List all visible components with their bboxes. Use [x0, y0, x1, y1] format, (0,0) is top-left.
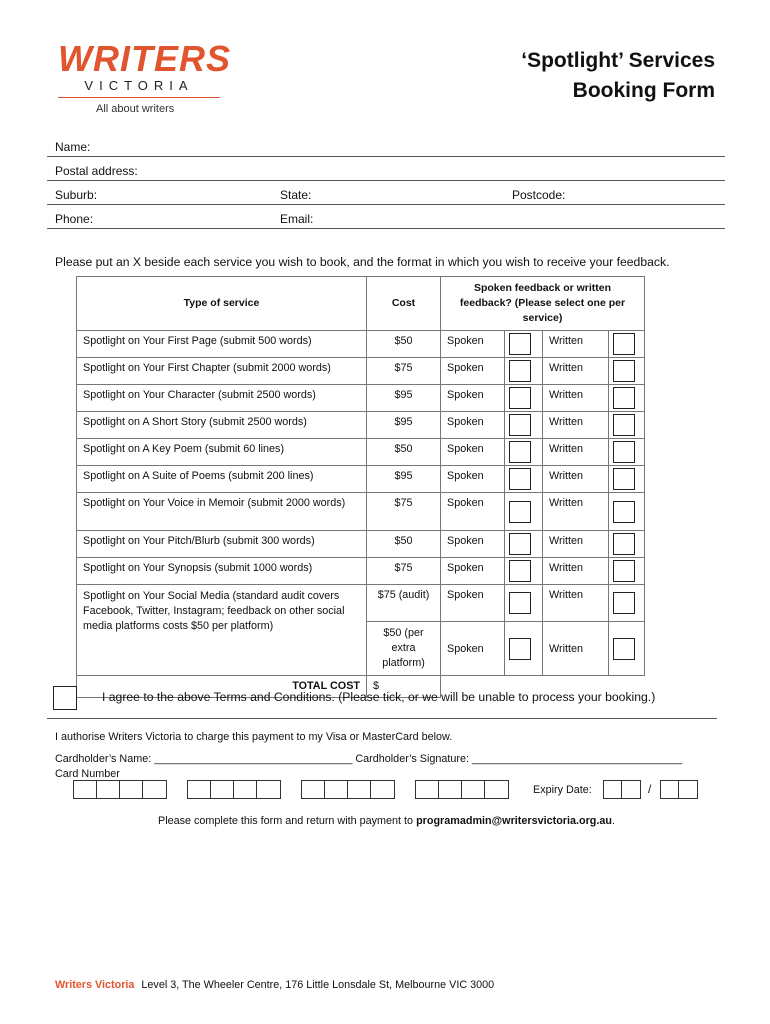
- written-checkbox[interactable]: [613, 414, 635, 436]
- service-name: Spotlight on Your First Page (submit 500 words): [77, 331, 367, 358]
- header-format: Spoken feedback or written feedback? (Please select one per service): [441, 277, 645, 331]
- spoken-checkbox[interactable]: [509, 333, 531, 355]
- service-name: Spotlight on Your Pitch/Blurb (submit 300 words): [77, 531, 367, 558]
- spoken-label: Spoken: [441, 466, 505, 493]
- service-name: Spotlight on Your Character (submit 2500 words): [77, 385, 367, 412]
- written-checkbox[interactable]: [613, 360, 635, 382]
- spoken-label: Spoken: [441, 493, 505, 531]
- written-checkbox[interactable]: [613, 560, 635, 582]
- written-checkbox[interactable]: [613, 533, 635, 555]
- spoken-checkbox[interactable]: [509, 441, 531, 463]
- name-field-row[interactable]: [47, 133, 725, 157]
- spoken-checkbox[interactable]: [509, 360, 531, 382]
- card-number-group-2[interactable]: [187, 780, 281, 799]
- divider: [47, 718, 717, 719]
- footer-org: Writers Victoria: [55, 979, 135, 991]
- spoken-label: Spoken: [441, 385, 505, 412]
- service-name: Spotlight on Your Social Media (standard audit covers Facebook, Twitter, Instagram; feedback on other social media platforms costs $50 per platform): [77, 585, 367, 676]
- written-label: Written: [543, 412, 609, 439]
- written-label: Written: [543, 493, 609, 531]
- suburb-label: Suburb:: [55, 188, 98, 202]
- table-row: [77, 385, 645, 412]
- spoken-checkbox[interactable]: [509, 468, 531, 490]
- spoken-checkbox[interactable]: [509, 560, 531, 582]
- authorise-text: I authorise Writers Victoria to charge this payment to my Visa or MasterCard below.: [55, 731, 453, 743]
- written-checkbox[interactable]: [613, 468, 635, 490]
- card-number-group-3[interactable]: [301, 780, 395, 799]
- card-number-group-1[interactable]: [73, 780, 167, 799]
- logo-divider: [58, 97, 220, 98]
- written-checkbox[interactable]: [613, 638, 635, 660]
- logo-wordmark: WRITERS: [58, 38, 231, 79]
- spoken-label: Spoken: [441, 358, 505, 385]
- service-cost-extra: $50 (per extra platform): [367, 622, 441, 676]
- written-label: Written: [543, 466, 609, 493]
- written-checkbox[interactable]: [613, 387, 635, 409]
- service-cost: $75: [367, 558, 441, 585]
- spoken-label: Spoken: [441, 585, 505, 622]
- agree-checkbox[interactable]: [53, 686, 77, 710]
- service-cost: $50: [367, 439, 441, 466]
- complete-instruction: [158, 815, 615, 827]
- table-row: [77, 558, 645, 585]
- service-name: Spotlight on Your Voice in Memoir (submit 2000 words): [77, 493, 367, 531]
- service-name: Spotlight on A Suite of Poems (submit 200 lines): [77, 466, 367, 493]
- written-checkbox[interactable]: [613, 592, 635, 614]
- table-row: [77, 493, 645, 531]
- service-name: Spotlight on Your Synopsis (submit 1000 words): [77, 558, 367, 585]
- form-title: [521, 46, 715, 106]
- service-cost: $95: [367, 385, 441, 412]
- postal-label: Postal address:: [55, 164, 138, 178]
- table-row: [77, 358, 645, 385]
- services-table: [76, 276, 645, 698]
- written-checkbox[interactable]: [613, 441, 635, 463]
- instruction-text: Please put an X beside each service you wish to book, and the format in which you wish to receive your feedback.: [55, 255, 670, 269]
- service-name: Spotlight on A Short Story (submit 2500 words): [77, 412, 367, 439]
- complete-end: .: [611, 815, 615, 827]
- name-label: Name:: [55, 140, 91, 154]
- footer: [55, 979, 494, 991]
- expiry-year[interactable]: [660, 780, 698, 799]
- service-name: Spotlight on Your First Chapter (submit 2000 words): [77, 358, 367, 385]
- written-checkbox[interactable]: [613, 501, 635, 523]
- total-label: TOTAL COST: [77, 676, 367, 698]
- expiry-slash: /: [648, 782, 652, 796]
- return-email: programadmin@writersvictoria.org.au: [416, 815, 612, 827]
- state-label: State:: [280, 188, 312, 202]
- agree-text: I agree to the above Terms and Conditions. (Please tick, or we will be unable to process your booking.): [102, 690, 656, 704]
- card-number-label: Card Number: [55, 768, 120, 780]
- spoken-label: Spoken: [441, 622, 505, 676]
- complete-text: Please complete this form and return with payment to: [158, 815, 417, 827]
- expiry-month[interactable]: [603, 780, 641, 799]
- service-cost: $95: [367, 466, 441, 493]
- spoken-label: Spoken: [441, 558, 505, 585]
- spoken-checkbox[interactable]: [509, 533, 531, 555]
- written-label: Written: [543, 439, 609, 466]
- spoken-checkbox[interactable]: [509, 501, 531, 523]
- written-label: Written: [543, 622, 609, 676]
- expiry-label: Expiry Date:: [533, 784, 592, 796]
- spoken-checkbox[interactable]: [509, 638, 531, 660]
- written-label: Written: [543, 585, 609, 622]
- total-value[interactable]: $: [367, 676, 441, 698]
- footer-address: Level 3, The Wheeler Centre, 176 Little Lonsdale St, Melbourne VIC 3000: [141, 979, 495, 991]
- service-cost: $75: [367, 358, 441, 385]
- spoken-label: Spoken: [441, 439, 505, 466]
- service-cost-audit: $75 (audit): [367, 585, 441, 622]
- written-label: Written: [543, 331, 609, 358]
- written-label: Written: [543, 385, 609, 412]
- service-cost: $50: [367, 531, 441, 558]
- phone-email-row[interactable]: [47, 205, 725, 229]
- writers-victoria-logo: [58, 38, 231, 115]
- written-label: Written: [543, 358, 609, 385]
- logo-tagline: All about writers: [96, 103, 175, 115]
- table-row: [77, 466, 645, 493]
- email-label: Email:: [280, 212, 314, 226]
- spoken-label: Spoken: [441, 412, 505, 439]
- spoken-checkbox[interactable]: [509, 387, 531, 409]
- card-number-group-4[interactable]: [415, 780, 509, 799]
- written-label: Written: [543, 531, 609, 558]
- service-name: Spotlight on A Key Poem (submit 60 lines): [77, 439, 367, 466]
- service-cost: $95: [367, 412, 441, 439]
- spoken-checkbox[interactable]: [509, 414, 531, 436]
- spoken-label: Spoken: [441, 531, 505, 558]
- cardholder-line: Cardholder’s Name: _________________________________ Cardholder’s Signature: ___________________________________: [55, 753, 683, 765]
- table-row: [77, 331, 645, 358]
- form-title-line2: Booking Form: [572, 79, 715, 102]
- table-row-social: [77, 585, 645, 622]
- written-label: Written: [543, 558, 609, 585]
- spoken-label: Spoken: [441, 331, 505, 358]
- logo-subtitle: VICTORIA: [84, 78, 194, 93]
- postcode-label: Postcode:: [512, 188, 566, 202]
- phone-label: Phone:: [55, 212, 94, 226]
- written-checkbox[interactable]: [613, 333, 635, 355]
- spoken-checkbox[interactable]: [509, 592, 531, 614]
- header-cost: Cost: [367, 277, 441, 331]
- header-type: Type of service: [77, 277, 367, 331]
- table-row: [77, 531, 645, 558]
- postal-field-row[interactable]: [47, 157, 725, 181]
- form-title-line1: ‘Spotlight’ Services: [521, 49, 715, 72]
- table-row: [77, 412, 645, 439]
- service-cost: $75: [367, 493, 441, 531]
- suburb-state-postcode-row[interactable]: [47, 181, 725, 205]
- service-cost: $50: [367, 331, 441, 358]
- table-row: [77, 439, 645, 466]
